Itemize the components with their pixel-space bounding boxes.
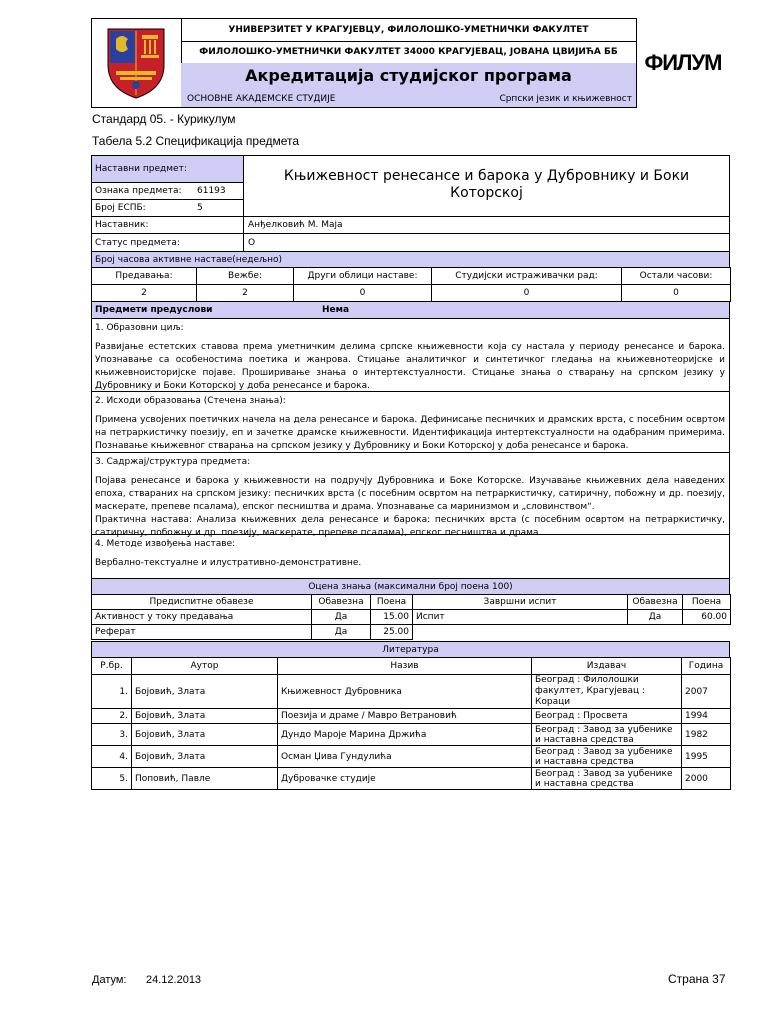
hours-col-exercises: Вежбе: xyxy=(197,268,294,285)
grading-col-req: Обавезна xyxy=(312,595,371,610)
final-exam-name: Испит xyxy=(413,610,628,625)
lit-author: Бојовић, Злата xyxy=(132,709,278,724)
status-value: О xyxy=(243,233,730,252)
university-crest xyxy=(92,19,182,107)
lit-publisher: Београд : Завод за уџбенике и наставна средства xyxy=(532,746,682,768)
lit-publisher: Београд : Филолошки факултет, Крагујевац : Кораци xyxy=(532,675,682,709)
table-heading: Табела 5.2 Спецификација предмета xyxy=(92,134,300,148)
grading-empty-cell xyxy=(683,625,731,640)
university-name: УНИВЕРЗИТЕТ У КРАГУЈЕВЦУ, ФИЛОЛОШКО-УМЕТНИЧКИ ФАКУЛТЕТ xyxy=(181,19,636,42)
lit-col-title: Назив xyxy=(278,658,532,675)
lit-year: 1995 xyxy=(682,746,731,768)
lit-publisher: Београд : Просвета xyxy=(532,709,682,724)
date-value: 24.12.2013 xyxy=(146,974,202,986)
grading-col-final-req: Обавезна xyxy=(628,595,683,610)
lit-number: 2. xyxy=(92,709,132,724)
literature-row xyxy=(92,724,731,746)
grading-heading: Оцена знања (максимални број поена 100) xyxy=(91,578,730,595)
literature-row xyxy=(92,709,731,724)
lit-author: Поповић, Павле xyxy=(132,768,278,790)
hours-col-lectures: Предавања: xyxy=(92,268,197,285)
faculty-address: ФИЛОЛОШКО-УМЕТНИЧКИ ФАКУЛТЕТ 34000 КРАГУЈЕВАЦ, ЈОВАНА ЦВИЈИЋА ББ xyxy=(181,41,636,64)
lit-title: Дубровачке студије xyxy=(278,768,532,790)
goal-text: Развијање естетских ставова према уметничким делима српске књижевности која су настала у периоду ренесансе и барока. Упознавање са особеностима поетика и жанрова. Стицање аналитичког и синтетичког гледања на књижевнотеоријске и књижевноисторијске појаве. Проширивање знања о интертекстуалности. Стицање знања о стварању на српском језику у Дубровнику и Боки Которској у доба ренесансе и барока. xyxy=(95,342,725,391)
goal-section xyxy=(91,318,730,392)
hours-col-research: Студијски истраживачки рад: xyxy=(432,268,622,285)
grading-col-final: Завршни испит xyxy=(413,595,628,610)
hours-col-other: Други облици наставе: xyxy=(294,268,432,285)
crest-icon xyxy=(104,25,168,101)
lit-number: 5. xyxy=(92,768,132,790)
accreditation-title: Акредитација студијског програма xyxy=(245,66,572,85)
methods-text: Вербално-текстуалне и илустративно-демонстративне. xyxy=(95,558,362,568)
grading-col-final-pts: Поена xyxy=(683,595,731,610)
lit-col-number: Р.бр. xyxy=(92,658,132,675)
prereq-row xyxy=(91,301,730,319)
lit-title: Дундо Мароје Марина Држића xyxy=(278,724,532,746)
lit-col-author: Аутор xyxy=(132,658,278,675)
grading-table xyxy=(91,594,731,640)
grading-row-pts: 15.00 xyxy=(371,610,413,625)
hours-val-exercises: 2 xyxy=(197,285,294,302)
study-program: Српски језик и књижевност xyxy=(499,94,632,104)
code-value: 61193 xyxy=(197,186,226,196)
filum-logo: ФИЛУМ xyxy=(644,50,722,75)
content-practical-text: Практична настава: Анализа књижевних дела ренесансе и барока: песничких врста (с посебним освртом на петраркистичку, сатиричну, побожну и др. поезију, маскерате, препеве псалама), епског песништва и драма. xyxy=(95,515,725,538)
hours-val-research: 0 xyxy=(432,285,622,302)
lit-number: 1. xyxy=(92,675,132,709)
lit-author: Бојовић, Злата xyxy=(132,746,278,768)
lit-title: Поезија и драме / Мавро Ветрановић xyxy=(278,709,532,724)
final-exam-pts: 60.00 xyxy=(683,610,731,625)
grading-row-name: Реферат xyxy=(92,625,312,640)
grading-empty-cell xyxy=(413,625,628,640)
lit-author: Бојовић, Злата xyxy=(132,724,278,746)
lit-year: 2007 xyxy=(682,675,731,709)
page-number: Страна 37 xyxy=(668,972,726,986)
grading-col-pre: Предиспитне обавезе xyxy=(92,595,312,610)
date-label: Датум: xyxy=(92,974,127,986)
outcomes-section xyxy=(91,391,730,453)
lit-number: 3. xyxy=(92,724,132,746)
lit-number: 4. xyxy=(92,746,132,768)
hours-col-rest: Остали часови: xyxy=(622,268,731,285)
outcomes-text: Примена усвојених поетичких начела на дела ренесансе и барока. Дефинисање песничких и драмских врста, с посебним освртом на петраркистичку поезију, еп и зачетке драмске књижевности. Идентификација интертекстуалности на одабраним примерима. Познавање књижевног стварања на српском језику у Дубровнику и Боки Которској у доба ренесансе и барока. xyxy=(95,415,725,451)
grading-empty-cell xyxy=(628,625,683,640)
literature-heading: Литература xyxy=(91,641,730,658)
title-band xyxy=(181,63,636,107)
ects-row xyxy=(91,199,244,217)
ects-value: 5 xyxy=(197,203,203,213)
content-section xyxy=(91,452,730,538)
literature-row xyxy=(92,746,731,768)
subject-name: Књижевност ренесансе и барока у Дубровнику и Боки Которској xyxy=(243,155,730,217)
lit-publisher: Београд : Завод за уџбенике и наставна средства xyxy=(532,768,682,790)
lit-publisher: Београд : Завод за уџбенике и наставна средства xyxy=(532,724,682,746)
grading-row-name: Активност у току предавања xyxy=(92,610,312,625)
goal-title: 1. Образовни циљ: xyxy=(95,323,184,333)
standard-heading: Стандард 05. - Курикулум xyxy=(92,112,236,126)
content-title: 3. Садржај/структура предмета: xyxy=(95,457,251,467)
literature-row xyxy=(92,768,731,790)
grading-row-req: Да xyxy=(312,625,371,640)
prereq-value: Нема xyxy=(322,305,350,315)
teacher-label: Наставник: xyxy=(91,216,244,234)
code-row xyxy=(91,182,244,200)
final-exam-req: Да xyxy=(628,610,683,625)
study-level: ОСНОВНЕ АКАДЕМСКЕ СТУДИЈЕ xyxy=(187,94,336,104)
grading-row-req: Да xyxy=(312,610,371,625)
hours-heading: Број часова активне наставе(недељно) xyxy=(91,251,730,268)
status-label: Статус предмета: xyxy=(91,233,244,252)
lit-year: 2000 xyxy=(682,768,731,790)
lit-title: Осман Џива Гундулића xyxy=(278,746,532,768)
methods-title: 4. Методе извођења наставе: xyxy=(95,539,236,549)
subject-label: Наставни предмет: xyxy=(91,155,244,183)
methods-section xyxy=(91,534,730,579)
outcomes-title: 2. Исходи образовања (Стечена знања): xyxy=(95,396,286,406)
hours-val-lectures: 2 xyxy=(92,285,197,302)
ects-label: Број ЕСПБ: xyxy=(95,203,146,213)
code-label: Ознака предмета: xyxy=(95,186,182,196)
content-text: Појава ренесансе и барока у књижевности на подручју Дубровника и Боке Которске. Изучавање књижевних дела наведених епоха, ствараних на српском језику: песничких врста (с посебним освртом на петраркистичку, сатиричну, побожну и др. поезију, маскерате, препеве псалама), епског песништва и драма. Упознавање са маринизмом и „словинством“. xyxy=(95,476,725,512)
hours-table xyxy=(91,267,731,302)
lit-author: Бојовић, Злата xyxy=(132,675,278,709)
lit-year: 1994 xyxy=(682,709,731,724)
literature-row xyxy=(92,675,731,709)
literature-table xyxy=(91,657,731,790)
lit-col-publisher: Издавач xyxy=(532,658,682,675)
document-header xyxy=(91,18,637,108)
hours-val-rest: 0 xyxy=(622,285,731,302)
lit-year: 1982 xyxy=(682,724,731,746)
grading-row-pts: 25.00 xyxy=(371,625,413,640)
lit-col-year: Година xyxy=(682,658,731,675)
hours-val-other: 0 xyxy=(294,285,432,302)
prereq-label: Предмети предуслови xyxy=(95,305,213,315)
teacher-name: Анђелковић М. Маја xyxy=(243,216,730,234)
grading-col-pts: Поена xyxy=(371,595,413,610)
lit-title: Књижевност Дубровника xyxy=(278,675,532,709)
